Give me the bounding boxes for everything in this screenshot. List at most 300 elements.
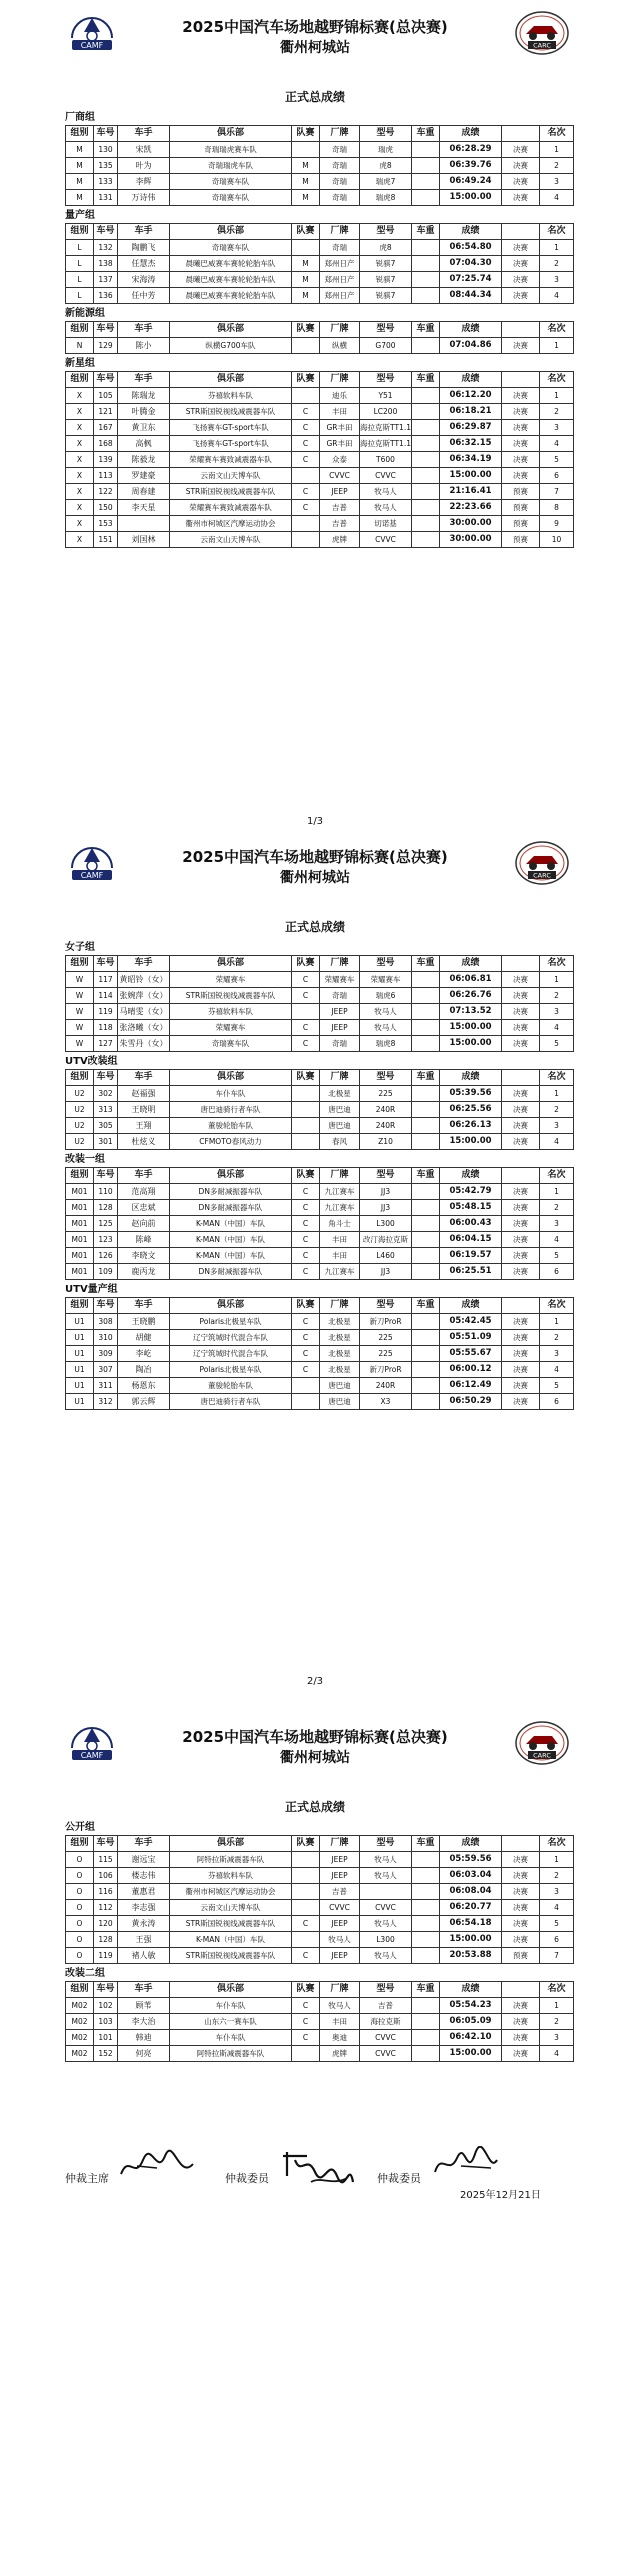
model-cell: Z10	[360, 1134, 412, 1150]
column-header: 成绩	[440, 322, 502, 338]
team-cell: M	[292, 272, 320, 288]
brand-cell: JEEP	[320, 1868, 360, 1884]
rank-cell: 3	[540, 420, 574, 436]
column-header: 车手	[118, 956, 170, 972]
column-header: 成绩	[440, 1298, 502, 1314]
rank-cell: 1	[540, 142, 574, 158]
model-cell: LC200	[360, 404, 412, 420]
team-cell: C	[292, 484, 320, 500]
table-row	[66, 1086, 574, 1102]
group-cell: U1	[66, 1330, 94, 1346]
club-cell: DN多耐减振器车队	[170, 1184, 292, 1200]
club-cell: STR斯国锐视线减震器车队	[170, 484, 292, 500]
rank-cell: 2	[540, 404, 574, 420]
driver-cell: 赵福强	[118, 1086, 170, 1102]
driver-cell: 高枫	[118, 436, 170, 452]
result-time-cell: 30:00.00	[440, 532, 502, 548]
club-cell: STR斯国锐视线减震器车队	[170, 988, 292, 1004]
column-header: 车手	[118, 1982, 170, 1998]
club-cell: K-MAN（中国）车队	[170, 1216, 292, 1232]
column-header: 厂牌	[320, 1982, 360, 1998]
driver-cell: 黄昭铃（女）	[118, 972, 170, 988]
car-number-cell: 106	[94, 1868, 118, 1884]
stage-cell: 预赛	[502, 484, 540, 500]
weight-cell	[412, 1118, 440, 1134]
team-cell: C	[292, 404, 320, 420]
car-number-cell: 118	[94, 1020, 118, 1036]
group-cell: U1	[66, 1346, 94, 1362]
rank-cell: 1	[540, 1998, 574, 2014]
weight-cell	[412, 484, 440, 500]
team-cell	[292, 468, 320, 484]
column-header: 型号	[360, 372, 412, 388]
result-time-cell: 06:42.10	[440, 2030, 502, 2046]
rank-cell: 5	[540, 1248, 574, 1264]
team-cell	[292, 240, 320, 256]
group-cell: M01	[66, 1248, 94, 1264]
table-row	[66, 1916, 574, 1932]
group-cell: O	[66, 1948, 94, 1964]
group-cell: O	[66, 1884, 94, 1900]
group-cell: X	[66, 388, 94, 404]
weight-cell	[412, 1330, 440, 1346]
column-header: 组别	[66, 224, 94, 240]
arbiter-label-2: 仲裁委员	[377, 2172, 421, 2185]
model-cell: 240R	[360, 1378, 412, 1394]
brand-cell: 北极星	[320, 1362, 360, 1378]
model-cell: CVVC	[360, 2030, 412, 2046]
driver-cell: 马晴雯（女）	[118, 1004, 170, 1020]
group-cell: M01	[66, 1264, 94, 1280]
stage-cell: 决赛	[502, 1004, 540, 1020]
model-cell: 240R	[360, 1118, 412, 1134]
driver-cell: 黄永涛	[118, 1916, 170, 1932]
model-cell: 改汀海拉克斯	[360, 1232, 412, 1248]
stage-cell: 决赛	[502, 338, 540, 354]
column-header: 俱乐部	[170, 1168, 292, 1184]
model-cell: 吉普	[360, 1998, 412, 2014]
driver-cell: 李辉	[118, 174, 170, 190]
car-number-cell: 122	[94, 484, 118, 500]
car-number-cell: 119	[94, 1004, 118, 1020]
rank-cell: 4	[540, 1362, 574, 1378]
rank-cell: 4	[540, 1232, 574, 1248]
stage-cell: 决赛	[502, 1998, 540, 2014]
weight-cell	[412, 1134, 440, 1150]
table-row	[66, 1900, 574, 1916]
group-cell: M	[66, 190, 94, 206]
model-cell: 牧马人	[360, 1020, 412, 1036]
model-cell: 虎8	[360, 158, 412, 174]
driver-cell: 王晓鹏	[118, 1314, 170, 1330]
rank-cell: 2	[540, 256, 574, 272]
results-table	[65, 371, 574, 548]
table-row	[66, 532, 574, 548]
table-row	[66, 1184, 574, 1200]
club-cell: 云南文山天博车队	[170, 532, 292, 548]
result-time-cell: 06:49.24	[440, 174, 502, 190]
result-time-cell: 05:42.79	[440, 1184, 502, 1200]
car-number-cell: 132	[94, 240, 118, 256]
group-cell: M02	[66, 2046, 94, 2062]
result-time-cell: 08:44.34	[440, 288, 502, 304]
column-header: 队赛	[292, 1070, 320, 1086]
team-cell	[292, 1134, 320, 1150]
group-cell: L	[66, 272, 94, 288]
team-cell	[292, 1102, 320, 1118]
arbiter-label-1: 仲裁委员	[225, 2172, 269, 2185]
column-header: 队赛	[292, 956, 320, 972]
group-cell: L	[66, 256, 94, 272]
group-cell: U2	[66, 1118, 94, 1134]
stage-cell: 决赛	[502, 288, 540, 304]
signature-block	[65, 2140, 585, 2200]
table-row	[66, 484, 574, 500]
team-cell: C	[292, 1314, 320, 1330]
club-cell: 董骏轮胎车队	[170, 1378, 292, 1394]
column-header: 成绩	[440, 1168, 502, 1184]
result-time-cell: 05:59.56	[440, 1852, 502, 1868]
weight-cell	[412, 1102, 440, 1118]
rank-cell: 5	[540, 1036, 574, 1052]
column-header: 车手	[118, 224, 170, 240]
weight-cell	[412, 404, 440, 420]
weight-cell	[412, 1884, 440, 1900]
brand-cell: JEEP	[320, 1916, 360, 1932]
rank-cell: 1	[540, 240, 574, 256]
rank-cell: 1	[540, 1184, 574, 1200]
column-header	[502, 1168, 540, 1184]
rank-cell: 6	[540, 1264, 574, 1280]
team-cell: C	[292, 1264, 320, 1280]
club-cell: 芬禧软料车队	[170, 388, 292, 404]
brand-cell: 丰田	[320, 1248, 360, 1264]
stage-cell: 决赛	[502, 1086, 540, 1102]
model-cell: JJ3	[360, 1264, 412, 1280]
rank-cell: 2	[540, 2014, 574, 2030]
rank-cell: 4	[540, 190, 574, 206]
column-header: 型号	[360, 1070, 412, 1086]
svg-text:CARC: CARC	[533, 1751, 551, 1760]
table-row	[66, 272, 574, 288]
stage-cell: 决赛	[502, 1378, 540, 1394]
result-time-cell: 06:00.43	[440, 1216, 502, 1232]
group-cell: M	[66, 174, 94, 190]
stage-cell: 决赛	[502, 1184, 540, 1200]
signature-chief-icon	[117, 2146, 197, 2186]
rank-cell: 3	[540, 1884, 574, 1900]
brand-cell: 郑州日产	[320, 256, 360, 272]
results-table	[65, 1069, 574, 1150]
car-number-cell: 125	[94, 1216, 118, 1232]
result-time-cell: 05:48.15	[440, 1200, 502, 1216]
group-cell: M	[66, 142, 94, 158]
brand-cell: 众泰	[320, 452, 360, 468]
car-number-cell: 126	[94, 1248, 118, 1264]
car-number-cell: 307	[94, 1362, 118, 1378]
car-number-cell: 105	[94, 388, 118, 404]
model-cell: CVVC	[360, 532, 412, 548]
weight-cell	[412, 142, 440, 158]
column-header: 名次	[540, 1298, 574, 1314]
table-row	[66, 174, 574, 190]
weight-cell	[412, 1394, 440, 1410]
car-number-cell: 310	[94, 1330, 118, 1346]
group-cell: X	[66, 436, 94, 452]
stage-cell: 决赛	[502, 174, 540, 190]
stage-cell: 决赛	[502, 1852, 540, 1868]
brand-cell: 郑州日产	[320, 288, 360, 304]
brand-cell: 虎牌	[320, 2046, 360, 2062]
club-cell: DN多耐减振器车队	[170, 1200, 292, 1216]
group-cell: X	[66, 484, 94, 500]
group-cell: O	[66, 1852, 94, 1868]
weight-cell	[412, 1184, 440, 1200]
results-table	[65, 1835, 574, 1964]
brand-cell: 丰田	[320, 1232, 360, 1248]
car-number-cell: 128	[94, 1200, 118, 1216]
brand-cell: 牧马人	[320, 1932, 360, 1948]
table-row	[66, 1134, 574, 1150]
team-cell: C	[292, 1036, 320, 1052]
column-header: 队赛	[292, 1298, 320, 1314]
column-header: 成绩	[440, 1836, 502, 1852]
club-cell: 奇瑞赛车队	[170, 1036, 292, 1052]
weight-cell	[412, 1362, 440, 1378]
brand-cell: 北极星	[320, 1086, 360, 1102]
group-cell: O	[66, 1916, 94, 1932]
table-row	[66, 1314, 574, 1330]
result-time-cell: 06:32.15	[440, 436, 502, 452]
rank-cell: 1	[540, 1314, 574, 1330]
driver-cell: 顾苇	[118, 1998, 170, 2014]
column-header	[502, 322, 540, 338]
driver-cell: 胡健	[118, 1330, 170, 1346]
rank-cell: 2	[540, 1330, 574, 1346]
stage-cell: 决赛	[502, 1036, 540, 1052]
column-header: 名次	[540, 1836, 574, 1852]
group-cell: W	[66, 1020, 94, 1036]
column-header: 型号	[360, 956, 412, 972]
club-cell: Polaris北极星车队	[170, 1362, 292, 1378]
stage-cell: 决赛	[502, 1232, 540, 1248]
column-header: 队赛	[292, 1168, 320, 1184]
club-cell: DN多耐减振器车队	[170, 1264, 292, 1280]
model-cell: 锐骐7	[360, 256, 412, 272]
table-header-row	[66, 372, 574, 388]
team-cell: C	[292, 1362, 320, 1378]
club-cell: 辽宁筑城时代混合车队	[170, 1346, 292, 1362]
car-number-cell: 117	[94, 972, 118, 988]
stage-cell: 决赛	[502, 1118, 540, 1134]
stage-cell: 决赛	[502, 1394, 540, 1410]
column-header: 组别	[66, 1836, 94, 1852]
driver-cell: 任慧杰	[118, 256, 170, 272]
model-cell: 海拉克斯	[360, 2014, 412, 2030]
group-cell: X	[66, 516, 94, 532]
table-row	[66, 404, 574, 420]
model-cell: CVVC	[360, 468, 412, 484]
weight-cell	[412, 1916, 440, 1932]
table-row	[66, 420, 574, 436]
column-header: 车号	[94, 1836, 118, 1852]
model-cell: 牧马人	[360, 1852, 412, 1868]
car-number-cell: 110	[94, 1184, 118, 1200]
column-header	[502, 224, 540, 240]
column-header: 队赛	[292, 322, 320, 338]
result-time-cell: 07:04.30	[440, 256, 502, 272]
model-cell: T600	[360, 452, 412, 468]
table-row	[66, 1264, 574, 1280]
weight-cell	[412, 240, 440, 256]
table-row	[66, 2014, 574, 2030]
car-number-cell: 308	[94, 1314, 118, 1330]
weight-cell	[412, 452, 440, 468]
team-cell: M	[292, 190, 320, 206]
brand-cell: 纵横	[320, 338, 360, 354]
svg-text:CARC: CARC	[533, 871, 551, 880]
rank-cell: 3	[540, 1216, 574, 1232]
table-row	[66, 1378, 574, 1394]
car-number-cell: 136	[94, 288, 118, 304]
club-cell: CFMOTO春风动力	[170, 1134, 292, 1150]
model-cell: 225	[360, 1330, 412, 1346]
column-header: 成绩	[440, 1982, 502, 1998]
results-table	[65, 223, 574, 304]
result-time-cell: 06:08.04	[440, 1884, 502, 1900]
column-header: 车号	[94, 1070, 118, 1086]
stage-cell: 决赛	[502, 436, 540, 452]
stage-cell: 决赛	[502, 1102, 540, 1118]
column-header: 厂牌	[320, 224, 360, 240]
driver-cell: 李志强	[118, 1900, 170, 1916]
brand-cell: 奥迪	[320, 2030, 360, 2046]
result-time-cell: 06:54.80	[440, 240, 502, 256]
weight-cell	[412, 190, 440, 206]
stage-cell: 决赛	[502, 2014, 540, 2030]
car-number-cell: 123	[94, 1232, 118, 1248]
team-cell: C	[292, 500, 320, 516]
stage-cell: 决赛	[502, 1868, 540, 1884]
team-cell	[292, 1868, 320, 1884]
model-cell: 瑞虎8	[360, 1036, 412, 1052]
column-header: 成绩	[440, 956, 502, 972]
club-cell: 奇瑞赛车队	[170, 190, 292, 206]
group-cell: X	[66, 532, 94, 548]
column-header: 车号	[94, 1982, 118, 1998]
brand-cell: 虎牌	[320, 532, 360, 548]
signature-date: 2025年12月21日	[460, 2190, 541, 2201]
rank-cell: 2	[540, 1868, 574, 1884]
brand-cell: 唐巴迪	[320, 1378, 360, 1394]
model-cell: L300	[360, 1932, 412, 1948]
driver-cell: 叶为	[118, 158, 170, 174]
car-number-cell: 138	[94, 256, 118, 272]
result-time-cell: 06:18.21	[440, 404, 502, 420]
column-header: 队赛	[292, 1982, 320, 1998]
brand-cell: 丰田	[320, 2014, 360, 2030]
weight-cell	[412, 2014, 440, 2030]
model-cell: 牧马人	[360, 1868, 412, 1884]
column-header: 车手	[118, 322, 170, 338]
group-cell: W	[66, 972, 94, 988]
table-row	[66, 1346, 574, 1362]
stage-cell: 决赛	[502, 972, 540, 988]
table-row	[66, 500, 574, 516]
page-number: 1/3	[306, 816, 324, 827]
club-cell: 山东六一赛车队	[170, 2014, 292, 2030]
page-subtitle: 衢州柯城站	[280, 40, 350, 56]
driver-cell: 韩迪	[118, 2030, 170, 2046]
weight-cell	[412, 1346, 440, 1362]
column-header: 名次	[540, 1070, 574, 1086]
driver-cell: 张洛曦（女）	[118, 1020, 170, 1036]
column-header: 车手	[118, 1168, 170, 1184]
table-row	[66, 1232, 574, 1248]
team-cell: C	[292, 1916, 320, 1932]
group-cell: N	[66, 338, 94, 354]
weight-cell	[412, 1932, 440, 1948]
driver-cell: 陈小	[118, 338, 170, 354]
group-cell: W	[66, 1004, 94, 1020]
table-row	[66, 1248, 574, 1264]
brand-cell: CVVC	[320, 1900, 360, 1916]
brand-cell: 奇瑞	[320, 190, 360, 206]
team-cell: C	[292, 452, 320, 468]
model-cell: 新刀ProR	[360, 1314, 412, 1330]
stage-cell: 决赛	[502, 1330, 540, 1346]
club-cell: 纵横G700车队	[170, 338, 292, 354]
driver-cell: 郭云辉	[118, 1394, 170, 1410]
column-header: 车手	[118, 1298, 170, 1314]
group-label: UTV改装组	[65, 1056, 118, 1067]
weight-cell	[412, 1900, 440, 1916]
car-number-cell: 103	[94, 2014, 118, 2030]
rank-cell: 2	[540, 158, 574, 174]
car-number-cell: 101	[94, 2030, 118, 2046]
group-cell: X	[66, 452, 94, 468]
result-time-cell: 15:00.00	[440, 190, 502, 206]
rank-cell: 4	[540, 1134, 574, 1150]
table-row	[66, 388, 574, 404]
club-cell: 奇瑞赛车队	[170, 174, 292, 190]
stage-cell: 决赛	[502, 1264, 540, 1280]
column-header: 车重	[412, 1298, 440, 1314]
group-cell: O	[66, 1900, 94, 1916]
group-label: 改装二组	[65, 1968, 105, 1979]
column-header: 组别	[66, 1982, 94, 1998]
weight-cell	[412, 532, 440, 548]
driver-cell: 叶腾金	[118, 404, 170, 420]
svg-text:CAMF: CAMF	[80, 41, 104, 50]
brand-cell: 奇瑞	[320, 158, 360, 174]
stage-cell: 预赛	[502, 516, 540, 532]
result-time-cell: 06:05.09	[440, 2014, 502, 2030]
car-number-cell: 139	[94, 452, 118, 468]
club-cell: 衢州市柯城区汽摩运动协会	[170, 1884, 292, 1900]
svg-text:CARC: CARC	[533, 41, 551, 50]
car-number-cell: 150	[94, 500, 118, 516]
rank-cell: 4	[540, 1020, 574, 1036]
club-cell: 晨曦巴威赛车赛轮轮胎车队	[170, 256, 292, 272]
stage-cell: 决赛	[502, 190, 540, 206]
car-number-cell: 127	[94, 1036, 118, 1052]
column-header	[502, 1070, 540, 1086]
rank-cell: 3	[540, 1346, 574, 1362]
driver-cell: 杜炫义	[118, 1134, 170, 1150]
rank-cell: 10	[540, 532, 574, 548]
car-number-cell: 115	[94, 1852, 118, 1868]
